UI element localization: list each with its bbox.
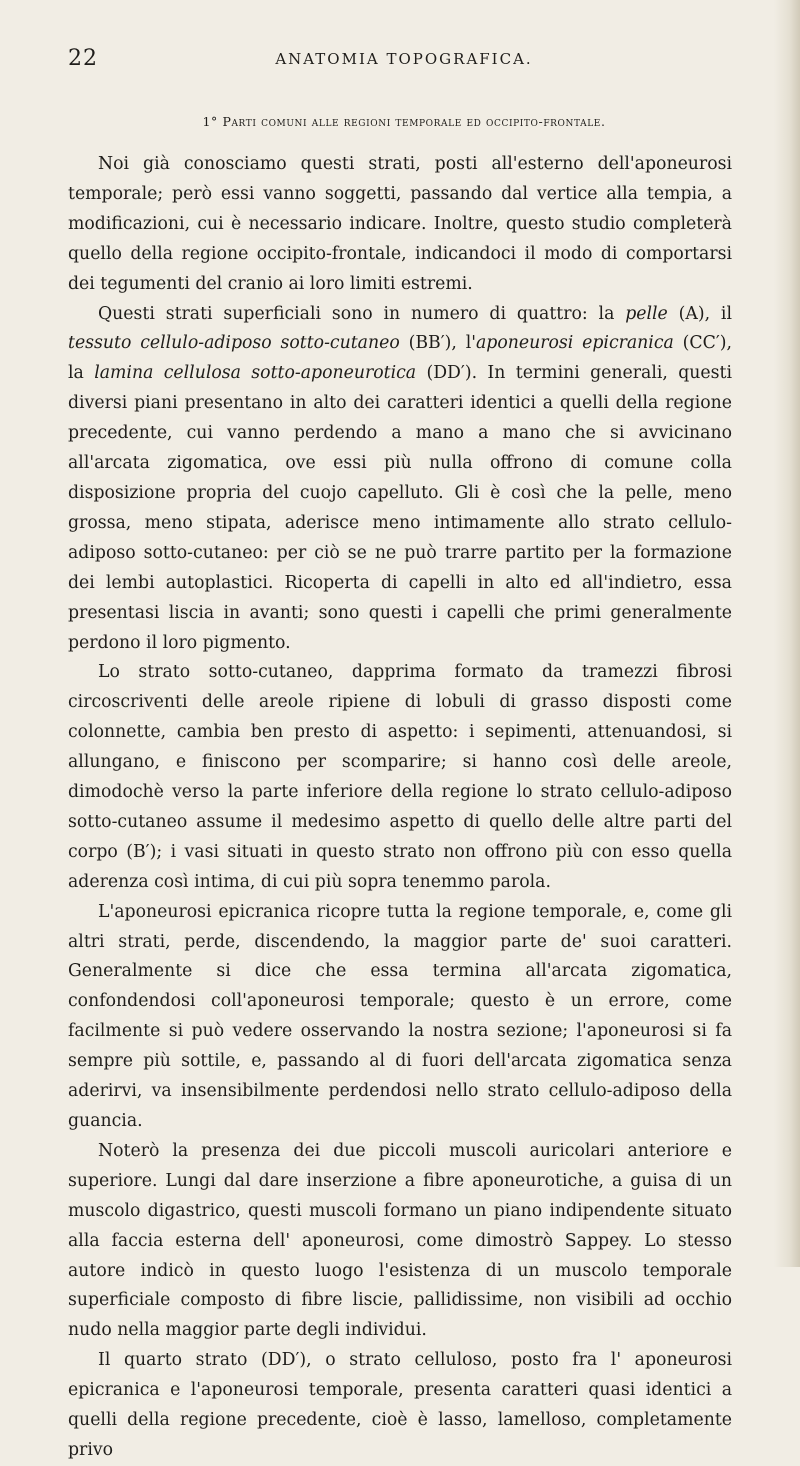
paragraph-2-text-2: (A), il — [667, 303, 732, 324]
term-aponeurosi-epicranica: aponeurosi epicranica — [475, 333, 674, 354]
paragraph-1: Noi già conosciamo questi strati, posti all'esterno dell'aponeurosi temporale; però essi vanno soggetti, passando dal vertice alla tempia, a modificazioni, cui è necessario indicare. Inoltre, questo studio completerà quello della regione occipito-frontale, indicandoci il modo di comportarsi dei tegumenti del cranio ai loro limiti estremi. — [68, 154, 732, 294]
body-text — [68, 150, 732, 1466]
running-head — [68, 46, 740, 76]
term-pelle: pelle — [625, 303, 668, 324]
paragraph-2-text-3: (BB′), l' — [399, 333, 476, 354]
running-title: ANATOMIA TOPOGRAFICA. — [275, 50, 533, 68]
paragraph-5: Noterò la presenza dei due piccoli muscoli auricolari anteriore e superiore. Lungi dal dare inserzione a fibre aponeurotiche, a guisa di un muscolo digastrico, questi muscoli formano un piano indipendente situato alla faccia esterna dell' aponeurosi, come dimostrò Sappey. Lo stesso autore indicò in questo luogo l'esistenza di un muscolo temporale superficiale composto di fibre liscie, pallidissime, non visibili ad occhio nudo nella maggior parte degli individui. — [68, 1140, 732, 1341]
paragraph-3: Lo strato sotto-cutaneo, dapprima formato da tramezzi fibrosi circoscriventi delle areole ripiene di lobuli di grasso disposti come colonnette, cambia ben presto di aspetto: i sepimenti, attenuandosi, si allungano, e finiscono per scomparire; si hanno così delle areole, dimodochè verso la parte inferiore della regione lo strato cellulo-adiposo sotto-cutaneo assume il medesimo aspetto di quello delle altre parti del corpo (B′); i vasi situati in questo strato non offrono più con esso quella aderenza così intima, di cui più sopra tenemmo parola. — [68, 662, 732, 892]
paragraph-2-text-4: (CC′), la — [68, 333, 732, 384]
page-edge-shadow — [774, 0, 800, 1267]
term-tessuto-cellulo-adiposo: tessuto cellulo-adiposo sotto-cutaneo — [68, 333, 400, 354]
term-lamina-cellulosa: lamina cellulosa sotto-aponeurotica — [94, 363, 417, 384]
paragraph-4: L'aponeurosi epicranica ricopre tutta la regione temporale, e, come gli altri strati, perde, discendendo, la maggior parte de' suoi caratteri. Generalmente si dice che essa termina all'arcata zigomatica, confondendosi coll'aponeurosi temporale; questo è un errore, come facilmente si può vedere osservando la nostra sezione; l'aponeurosi si fa sempre più sottile, e, passando al di fuori dell'arcata zigomatica senza aderirvi, va insensibilmente perdendosi nello strato cellulo-adiposo della guancia. — [68, 901, 732, 1131]
section-number: 1° — [202, 114, 218, 129]
section-title: Parti comuni alle regioni temporale ed occipito-frontale. — [222, 114, 606, 129]
section-heading — [68, 114, 740, 129]
paragraph-6: Il quarto strato (DD′), o strato celluloso, posto fra l' aponeurosi epicranica e l'aponeurosi temporale, presenta caratteri quasi identici a quelli della regione precedente, cioè è lasso, lamelloso, completamente privo — [68, 1350, 732, 1460]
paragraph-2-text-5: (DD′). In termini generali, questi diversi piani presentano in alto dei caratteri identici a quelli della regione precedente, cui vanno perdendo a mano a mano che si avvicinano all'arcata zigomatica, ove essi più nulla offrono di comune colla disposizione propria del cuojo capelluto. Gli è così che la pelle, meno grossa, meno stipata, aderisce meno intimamente allo strato cellulo-adiposo sotto-cutaneo: per ciò se ne può trarre partito per la formazione dei lembi autoplastici. Ricoperta di capelli in alto ed all'indietro, essa presentasi liscia in avanti; sono questi i capelli che primi generalmente perdono il loro pigmento. — [68, 363, 733, 653]
paragraph-2 — [68, 300, 732, 659]
paragraph-2-text-1: Questi strati superficiali sono in numero di quattro: la — [98, 303, 626, 324]
page-number: 22 — [68, 46, 98, 71]
